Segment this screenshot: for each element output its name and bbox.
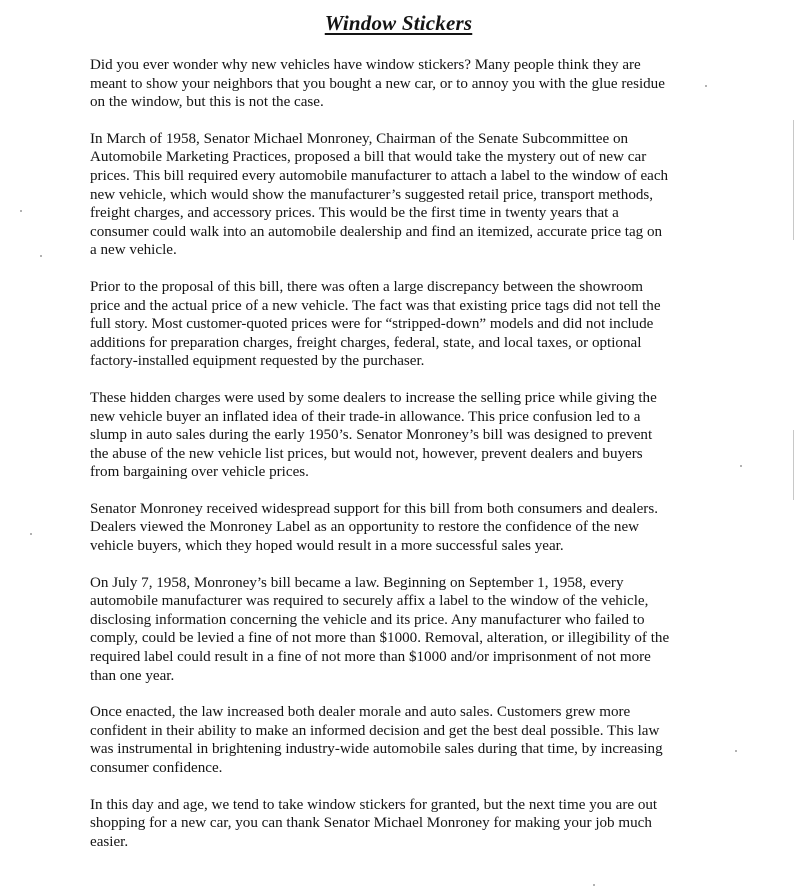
paragraph-8: In this day and age, we tend to take window stickers for granted, but the next time you are out shopping for a new car, you can thank Senator Michael Monroney for making your job much easier. [90, 796, 658, 850]
paragraph-3: Prior to the proposal of this bill, there was often a large discrepancy between the showroom price and the actual price of a new vehicle. The fact was that existing price tags did not tell the full story. Most customer-quoted prices were for “stripped-down” models and did not include additions for preparation charges, freight charges, federal, state, and local taxes, or optional factory-installed equipment requested by the purchaser. [90, 278, 661, 370]
paragraph-1: Did you ever wonder why new vehicles have window stickers? Many people think they are meant to show your neighbors that you bought a new car, or to annoy you with the glue residue on the window, but this is not the case. [90, 57, 665, 111]
scan-speck [735, 750, 737, 752]
document-title: Window Stickers [324, 11, 473, 35]
scan-speck [20, 210, 22, 212]
scan-edge-line [793, 120, 794, 240]
scan-speck [30, 533, 32, 535]
paragraph-6: On July 7, 1958, Monroney’s bill became a law. Beginning on September 1, 1958, every automobile manufacturer was required to securely affix a label to the window of the vehicle, disclosing information concerning the vehicle and its price. Any manufacturer who failed to comply, could be levied a fine of not more than $1000. Removal, alteration, or illegibility of the required label could result in a fine of not more than $1000 and/or imprisonment of not more than one year. [90, 574, 670, 684]
paragraph-5: Senator Monroney received widespread support for this bill from both consumers and dealers. Dealers viewed the Monroney Label as an opportunity to restore the confidence of the new vehicle buyers, which they hoped would result in a more successful sales year. [90, 500, 658, 555]
scan-speck [593, 884, 595, 886]
scan-speck [705, 85, 707, 87]
paragraph-4: These hidden charges were used by some dealers to increase the selling price while giving the new vehicle buyer an inflated idea of their trade-in allowance. This price confusion led to a slump in auto sales during the early 1950’s. Senator Monroney’s bill was designed to prevent the abuse of the new vehicle list prices, but would not, however, prevent dealers and buyers from bargaining over vehicle prices. [90, 389, 657, 481]
scan-speck [740, 465, 742, 467]
scan-speck [40, 255, 42, 257]
scan-edge-line [793, 430, 794, 500]
paragraph-2: In March of 1958, Senator Michael Monroney, Chairman of the Senate Subcommittee on Automobile Marketing Practices, proposed a bill that would take the mystery out of new car prices. This bill required every automobile manufacturer to attach a label to the window of each new vehicle, which would show the manufacturer’s suggested retail price, transport methods, freight charges, and accessory prices. This would be the first time in twenty years that a consumer could walk into an automobile dealership and find an itemized, accurate price tag on a new vehicle. [90, 130, 669, 259]
paragraph-7: Once enacted, the law increased both dealer morale and auto sales. Customers grew more confident in their ability to make an informed decision and get the best deal possible. This law was instrumental in brightening industry-wide automobile sales during that time, by increasing consumer confidence. [90, 704, 663, 776]
document-body [90, 56, 670, 869]
